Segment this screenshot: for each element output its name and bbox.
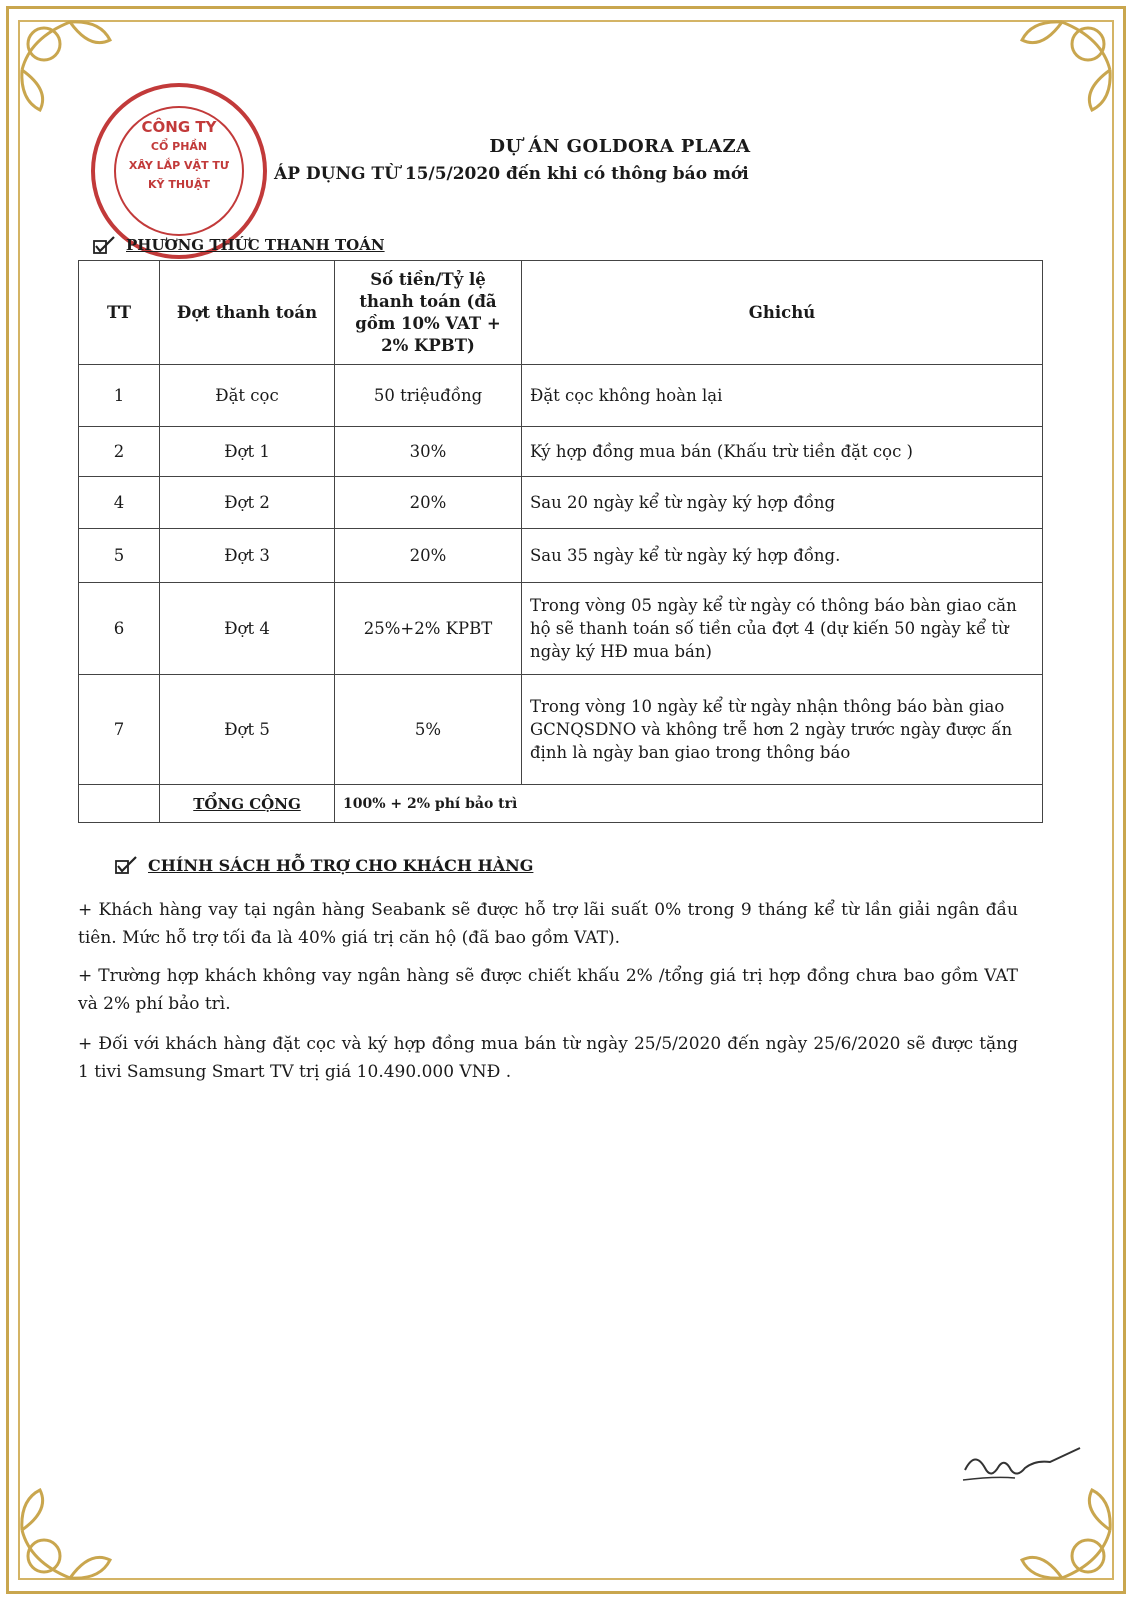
document-title: DỰ ÁN GOLDORA PLAZA xyxy=(489,136,751,157)
policy-paragraph: + Đối với khách hàng đặt cọc và ký hợp đồng mua bán từ ngày 25/5/2020 đến ngày 25/6/2020 sẽ được tặng 1 tivi Samsung Smart TV trị giá 10.490.000 VNĐ . xyxy=(78,1034,1018,1082)
cell-installment: Đợt 3 xyxy=(160,529,335,583)
header-note: Ghichú xyxy=(522,261,1043,365)
cell-tt-empty xyxy=(79,785,160,823)
cell-tt: 2 xyxy=(79,427,160,477)
total-value: 100% + 2% phí bảo trì xyxy=(335,785,1043,823)
table-row xyxy=(79,583,1043,675)
cell-note: Trong vòng 05 ngày kể từ ngày có thông báo bàn giao căn hộ sẽ thanh toán số tiền của đợt 4 (dự kiến 50 ngày kể từ ngày ký HĐ mua bán) xyxy=(522,583,1043,675)
cell-installment: Đợt 5 xyxy=(160,675,335,785)
cell-installment: Đặt cọc xyxy=(160,365,335,427)
header-tt: TT xyxy=(79,261,160,365)
table-row xyxy=(79,365,1043,427)
cell-installment: Đợt 2 xyxy=(160,477,335,529)
table-header-row xyxy=(79,261,1043,365)
policy-paragraph: + Trường hợp khách không vay ngân hàng sẽ được chiết khấu 2% /tổng giá trị hợp đồng chưa bao gồm VAT và 2% phí bảo trì. xyxy=(78,966,1018,1014)
payment-schedule-table xyxy=(78,260,1043,823)
cell-amount: 30% xyxy=(335,427,522,477)
cell-note: Sau 20 ngày kể từ ngày ký hợp đồng xyxy=(522,477,1043,529)
cell-amount: 5% xyxy=(335,675,522,785)
total-label: TỔNG CỘNG xyxy=(160,785,335,823)
cell-tt: 7 xyxy=(79,675,160,785)
corner-ornament-icon xyxy=(1002,10,1122,130)
seal-line-3: XÂY LẮP VẬT TƯ xyxy=(128,159,230,172)
cell-installment: Đợt 1 xyxy=(160,427,335,477)
cell-tt: 1 xyxy=(79,365,160,427)
table-row xyxy=(79,675,1043,785)
seal-line-1: CÔNG TY xyxy=(141,118,217,136)
cell-installment: Đợt 4 xyxy=(160,583,335,675)
section-heading-support xyxy=(114,855,533,875)
cell-amount: 20% xyxy=(335,477,522,529)
cell-amount: 25%+2% KPBT xyxy=(335,583,522,675)
table-row xyxy=(79,477,1043,529)
policy-paragraph: + Khách hàng vay tại ngân hàng Seabank sẽ được hỗ trợ lãi suất 0% trong 9 tháng kể từ lần giải ngân đầu tiên. Mức hỗ trợ tối đa là 40% giá trị căn hộ (đã bao gồm VAT). xyxy=(78,900,1018,948)
cell-amount: 20% xyxy=(335,529,522,583)
cell-tt: 4 xyxy=(79,477,160,529)
seal-line-4: KỸ THUẬT xyxy=(148,178,210,191)
section-heading-label: PHƯƠNG THỨC THANH TOÁN xyxy=(126,236,385,254)
header-installment: Đợt thanh toán xyxy=(160,261,335,365)
cell-note: Trong vòng 10 ngày kể từ ngày nhận thông báo bàn giao GCNQSDNO và không trễ hơn 2 ngày trước ngày được ấn định là ngày ban giao trong thông báo xyxy=(522,675,1043,785)
seal-line-2: CỔ PHẦN xyxy=(150,140,208,153)
table-row xyxy=(79,529,1043,583)
header-amount: Số tiền/Tỷ lệ thanh toán (đã gồm 10% VAT + 2% KPBT) xyxy=(335,261,522,365)
section-heading-label: CHÍNH SÁCH HỖ TRỢ CHO KHÁCH HÀNG xyxy=(148,855,534,875)
cell-note: Sau 35 ngày kể từ ngày ký hợp đồng. xyxy=(522,529,1043,583)
checkbox-tick-icon xyxy=(92,235,118,255)
corner-ornament-icon xyxy=(10,1470,130,1590)
cell-amount: 50 triệuđồng xyxy=(335,365,522,427)
cell-tt: 6 xyxy=(79,583,160,675)
signature-icon xyxy=(955,1440,1085,1500)
document-subtitle: ÁP DỤNG TỪ 15/5/2020 đến khi có thông báo mới xyxy=(274,164,749,184)
checkbox-tick-icon xyxy=(114,855,140,875)
table-total-row xyxy=(79,785,1043,823)
table-row xyxy=(79,427,1043,477)
section-heading-payment xyxy=(92,235,385,255)
cell-note: Ký hợp đồng mua bán (Khấu trừ tiền đặt cọc ) xyxy=(522,427,1043,477)
cell-note: Đặt cọc không hoàn lại xyxy=(522,365,1043,427)
cell-tt: 5 xyxy=(79,529,160,583)
